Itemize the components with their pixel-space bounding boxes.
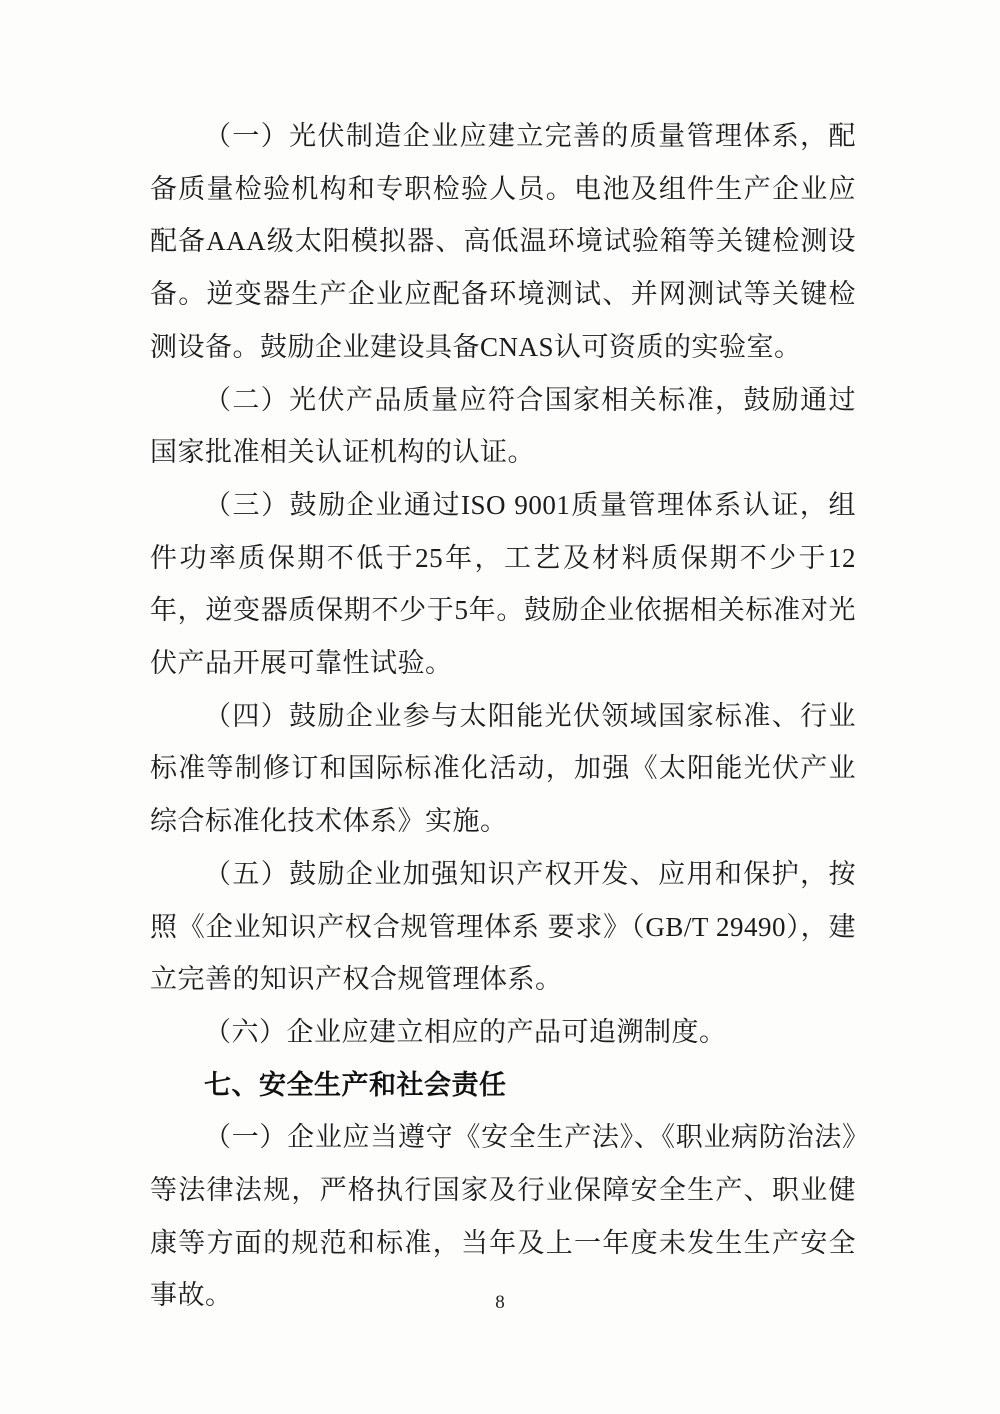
- paragraph-intellectual-property: （五）鼓励企业加强知识产权开发、应用和保护，按照《企业知识产权合规管理体系 要求》（GB/T 29490），建立完善的知识产权合规管理体系。: [150, 858, 856, 995]
- document-text-block: [150, 110, 856, 1322]
- paragraph-quality-system: （一）光伏制造企业应建立完善的质量管理体系，配备质量检验机构和专职检验人员。电池及组件生产企业应配备AAA级太阳模拟器、高低温环境试验箱等关键检测设备。逆变器生产企业应配备环境测试、并网测试等关键检测设备。鼓励企业建设具备CNAS认可资质的实验室。: [150, 121, 856, 362]
- paragraph-standardization: （四）鼓励企业参与太阳能光伏领域国家标准、行业标准等制修订和国际标准化活动，加强《太阳能光伏产业综合标准化技术体系》实施。: [150, 700, 856, 837]
- section-heading-safety-responsibility: 七、安全生产和社会责任: [204, 1069, 507, 1100]
- paragraph-iso-certification: （三）鼓励企业通过ISO 9001质量管理体系认证，组件功率质保期不低于25年，工艺及材料质保期不少于12年，逆变器质保期不少于5年。鼓励企业依据相关标准对光伏产品开展可靠性试验。: [150, 489, 856, 679]
- paragraph-traceability: （六）企业应建立相应的产品可追溯制度。: [204, 1016, 727, 1047]
- paragraph-product-standards: （二）光伏产品质量应符合国家相关标准，鼓励通过国家批准相关认证机构的认证。: [150, 384, 856, 468]
- page-number: 8: [495, 1292, 505, 1313]
- paragraph-safety-laws: （一）企业应当遵守《安全生产法》、《职业病防治法》等法律法规，严格执行国家及行业保障安全生产、职业健康等方面的规范和标准，当年及上一年度未发生生产安全事故。: [150, 1122, 856, 1311]
